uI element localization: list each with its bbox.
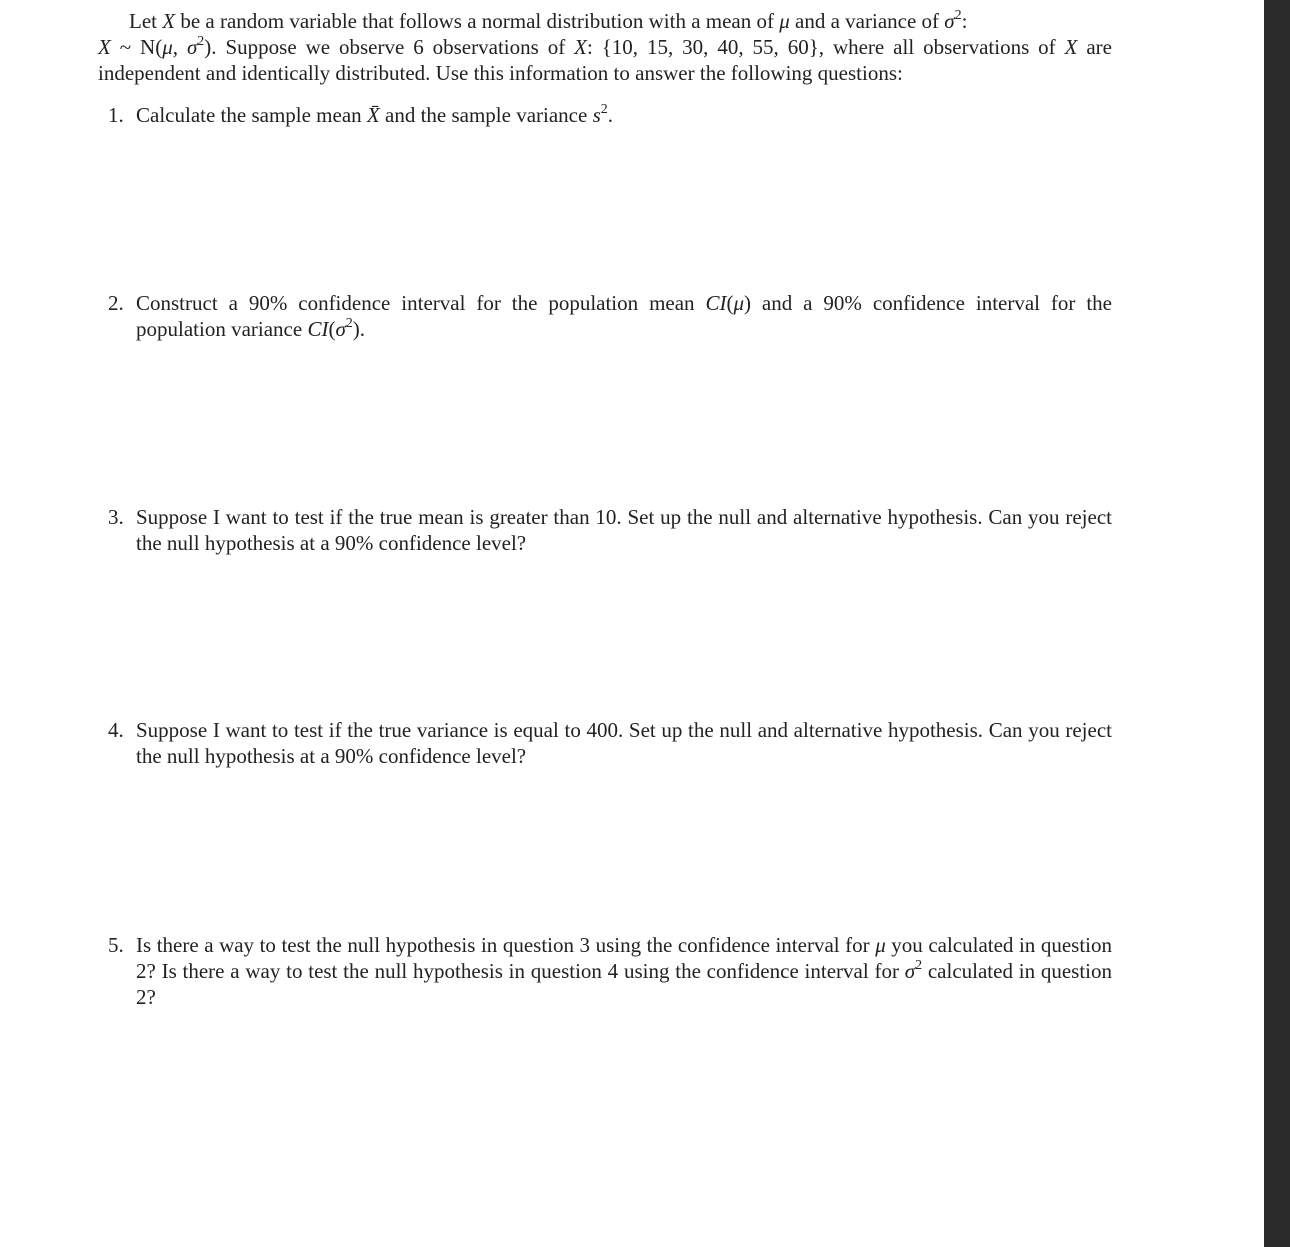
intro-text: be a random variable that follows a normal distribution with a mean of	[175, 9, 780, 33]
math-var: μ	[779, 9, 790, 33]
question-text-part: Calculate the sample mean	[136, 103, 367, 127]
question-text-part: .	[607, 103, 614, 127]
question-number: 5.	[108, 933, 124, 957]
question-text-part: and the sample variance	[379, 103, 593, 127]
question-text-part: (	[328, 317, 336, 341]
math-var: X	[1064, 35, 1078, 59]
intro-text: are independent and identically distributed. Use this information to answer the following questions:	[98, 35, 1112, 85]
math-var: s	[592, 103, 601, 127]
question-4	[98, 717, 1112, 769]
math-var: μ	[733, 291, 745, 315]
question-5	[98, 932, 1112, 1010]
math-var: X	[574, 35, 587, 59]
intro-text: : {10, 15, 30, 40, 55, 60}, where all observations of	[586, 35, 1065, 59]
question-2	[98, 290, 1112, 342]
intro-text: :	[961, 9, 968, 33]
question-text	[136, 102, 1112, 128]
question-text-part: Is there a way to test the null hypothesis in question 3 using the confidence interval for	[136, 933, 876, 957]
question-text	[136, 932, 1112, 1010]
math-exponent: 2	[197, 34, 205, 49]
intro-paragraph	[98, 8, 1112, 86]
question-number: 3.	[108, 505, 124, 529]
math-exponent: 2	[600, 102, 608, 117]
math-var: X	[162, 9, 176, 33]
intro-text: Let	[129, 9, 163, 33]
intro-text: ~ N(	[110, 35, 163, 59]
question-text: Suppose I want to test if the true mean is greater than 10. Set up the null and alternative hypothesis. Can you reject the null hypothesis at a 90% confidence level?	[136, 505, 1112, 555]
scrollbar[interactable]	[1264, 0, 1290, 1247]
question-text-part: calculated in question 2?	[136, 959, 1112, 1009]
question-number: 1.	[108, 103, 124, 127]
question-1	[98, 102, 1112, 128]
question-text-part: Construct a 90% confidence interval for the population mean	[136, 291, 706, 315]
question-text-part: ) and a 90% confidence interval for the population variance	[136, 291, 1112, 341]
math-var: σ	[944, 9, 955, 33]
question-text-part: (	[726, 291, 734, 315]
question-number: 4.	[108, 718, 124, 742]
question-text	[136, 290, 1112, 342]
question-text: Suppose I want to test if the true variance is equal to 400. Set up the null and alternative hypothesis. Can you reject the null hypothesis at a 90% confidence level?	[136, 718, 1112, 768]
math-var: σ	[335, 317, 346, 341]
question-3	[98, 504, 1112, 556]
math-var: X̄	[366, 103, 380, 127]
question-text-part: ).	[352, 317, 366, 341]
question-text-part: you calculated in question 2? Is there a way to test the null hypothesis in question 4 using the confidence interval for	[136, 933, 1112, 983]
math-var: μ	[875, 933, 886, 957]
math-var: μ	[162, 35, 173, 59]
math-exponent: 2	[915, 958, 923, 973]
intro-text: ,	[172, 35, 187, 59]
math-var: σ	[904, 959, 916, 983]
intro-text: ). Suppose we observe 6 observations of	[204, 35, 575, 59]
math-var: X	[98, 35, 111, 59]
math-var: CI	[705, 291, 727, 315]
math-var: σ	[186, 35, 198, 59]
question-number: 2.	[108, 291, 124, 315]
math-var: CI	[307, 317, 329, 341]
math-exponent: 2	[954, 8, 962, 23]
math-exponent: 2	[345, 316, 353, 331]
intro-text: and a variance of	[789, 9, 945, 33]
